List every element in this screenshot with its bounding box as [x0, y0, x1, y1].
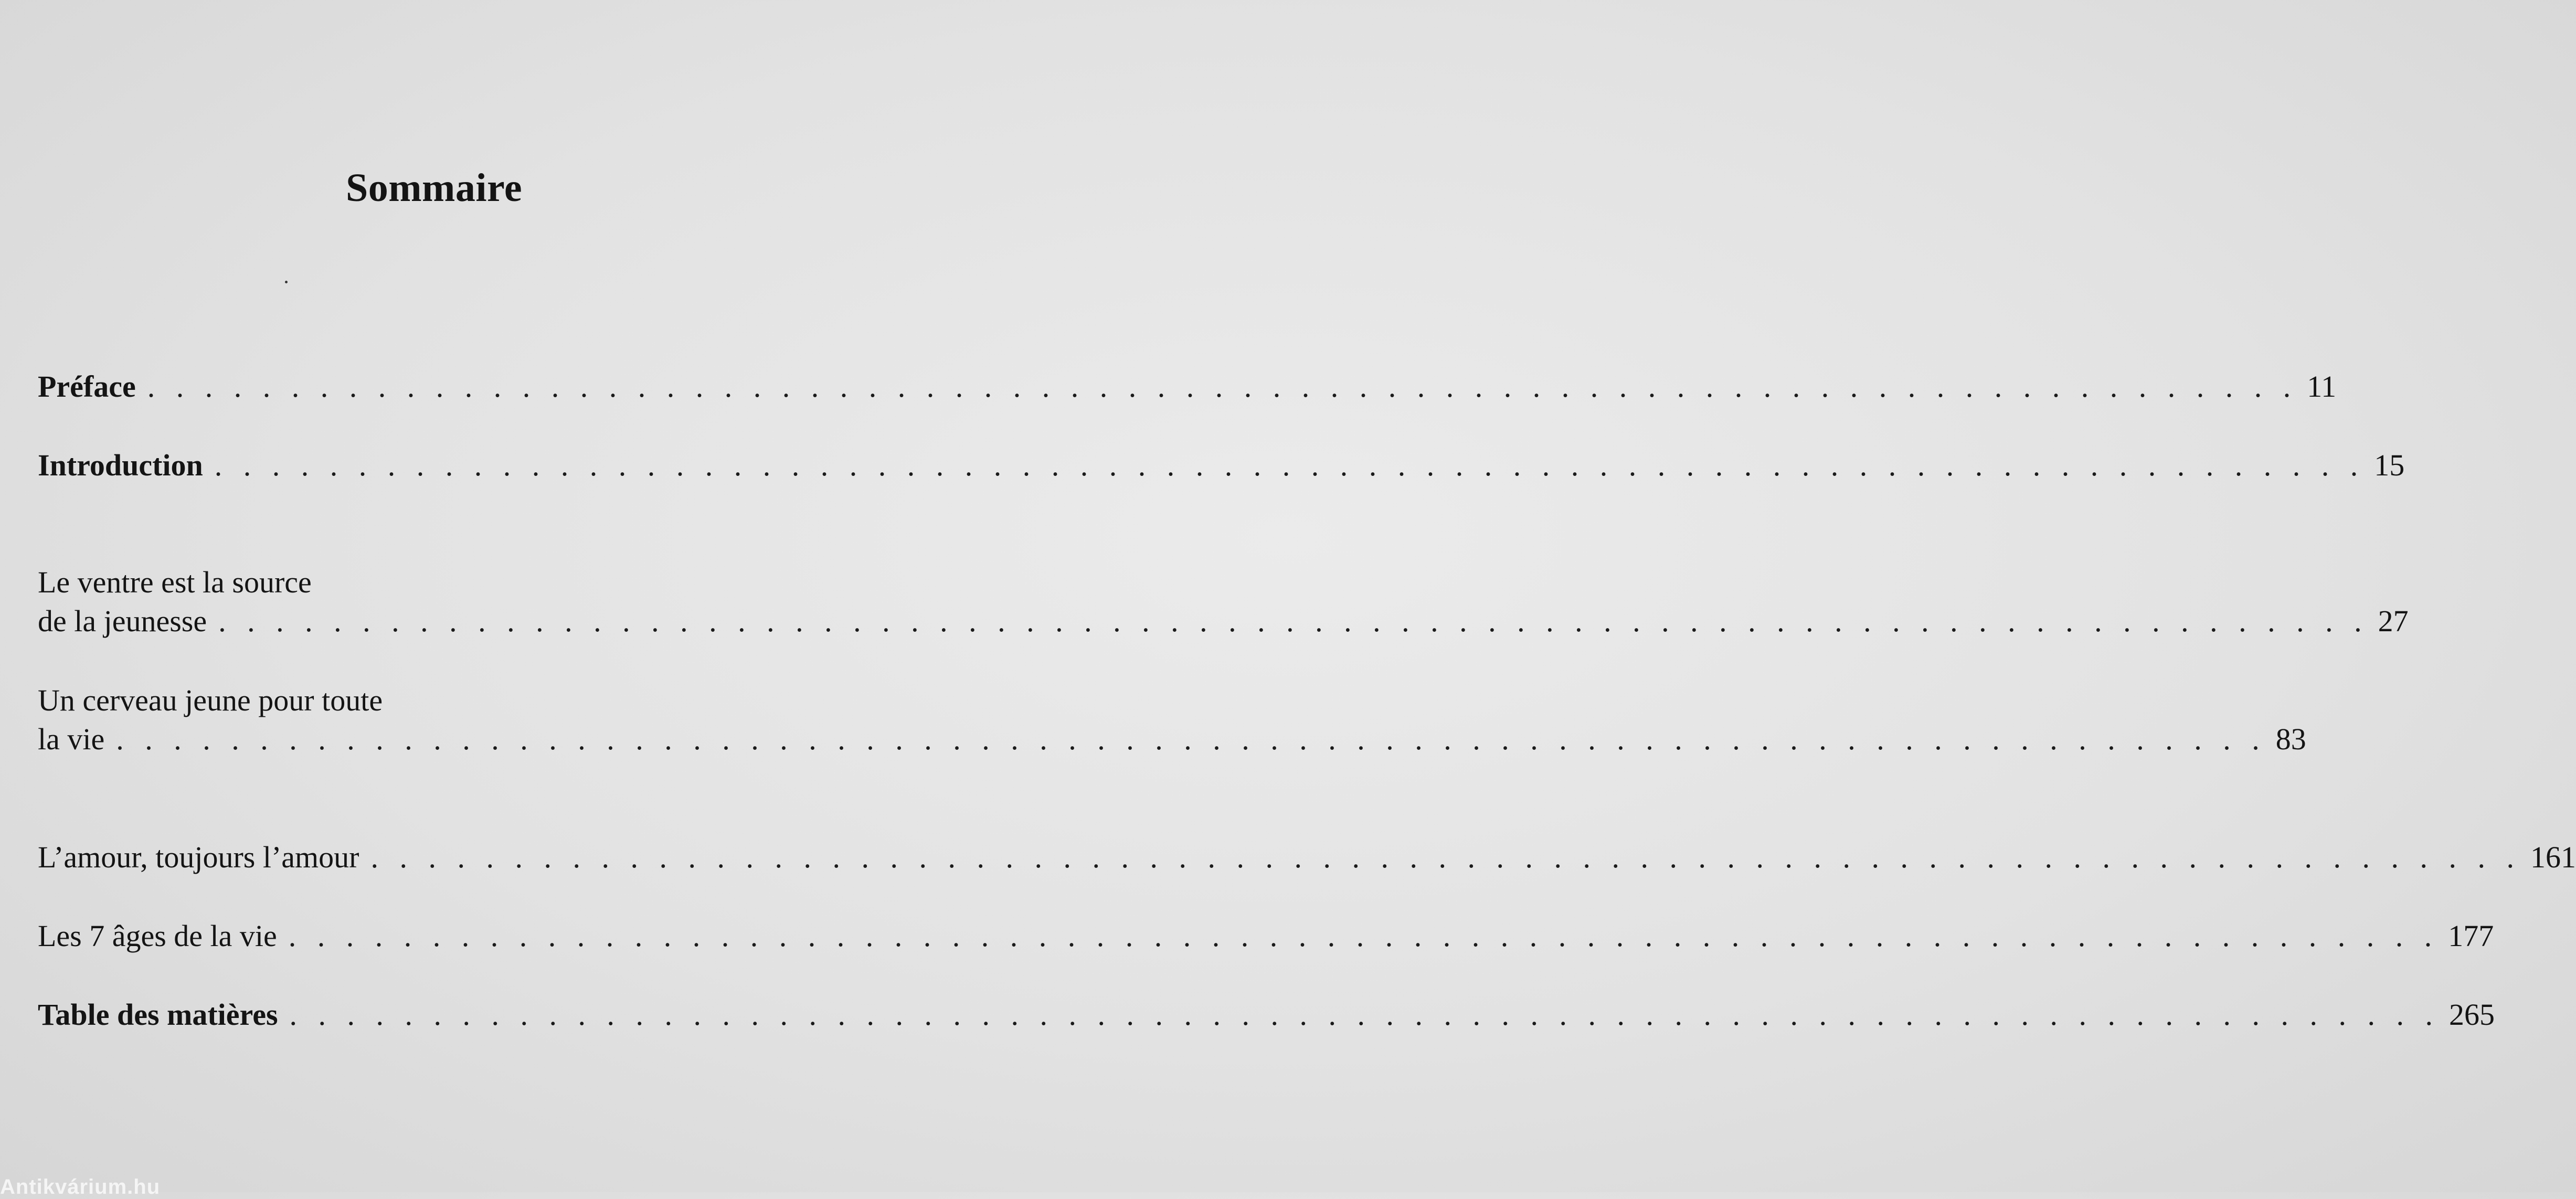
dot-leader: . . . . . . . . . . . . . . . . . . . . . . . . . . . . . . . . . . . . . . . . . . . . . . . . . . . . . . . . . . . . . . . . . . . . . . . . . . .: [370, 840, 2521, 874]
toc-page-number: 27: [2378, 604, 2409, 638]
dot-leader: . . . . . . . . . . . . . . . . . . . . . . . . . . . . . . . . . . . . . . . . . . . . . . . . . . . . . . . . . . . . . . . . . . . . . . . . . . .: [214, 448, 2365, 482]
dot-leader: . . . . . . . . . . . . . . . . . . . . . . . . . . . . . . . . . . . . . . . . . . . . . . . . . . . . . . . . . . . . . . . . . . . . . . . . . . .: [288, 919, 2439, 953]
toc-entry-title: Table des matières: [38, 998, 278, 1032]
toc-entry-title: Préface: [38, 369, 136, 404]
toc-entry-title: Les 7 âges de la vie: [38, 919, 277, 953]
dot-leader: . . . . . . . . . . . . . . . . . . . . . . . . . . . . . . . . . . . . . . . . . . . . . . . . . . . . . . . . . . . . . . . . . . . . . . . . . . .: [147, 369, 2298, 404]
page-title: Sommaire: [345, 166, 523, 210]
toc-page-number: 177: [2448, 919, 2494, 953]
watermark: Antikvárium.hu: [0, 1175, 161, 1198]
toc-entry-title-line-1: Un cerveau jeune pour toute: [38, 683, 383, 717]
toc-entry-table-des-matieres: [38, 995, 2495, 1034]
toc-entry-chapter-2: [38, 681, 2306, 759]
dot-leader: . . . . . . . . . . . . . . . . . . . . . . . . . . . . . . . . . . . . . . . . . . . . . . . . . . . . . . . . . . . . . . . . . . . . . . . . . . .: [289, 998, 2440, 1032]
toc-entry-title-line-2: de la jeunesse: [38, 604, 207, 638]
toc-entry-preface: [38, 367, 2337, 406]
toc-entry-title-line-2: la vie: [38, 722, 105, 756]
toc-page-number: 161: [2530, 840, 2576, 874]
toc-entry-chapter-4: [38, 917, 2494, 956]
toc-entry-title-line-1: Le ventre est la source: [38, 565, 312, 599]
toc-page-number: 83: [2275, 722, 2306, 756]
toc-page-number: 11: [2307, 369, 2337, 404]
toc-entry-chapter-3: [38, 838, 2576, 877]
ink-speck: [285, 281, 288, 283]
toc-entry-chapter-1: [38, 563, 2409, 641]
dot-leader: . . . . . . . . . . . . . . . . . . . . . . . . . . . . . . . . . . . . . . . . . . . . . . . . . . . . . . . . . . . . . . . . . . . . . . . . . . .: [116, 722, 2266, 756]
toc-entry-introduction: [38, 446, 2405, 485]
toc-page-number: 15: [2374, 448, 2405, 482]
toc-entry-title: L’amour, toujours l’amour: [38, 840, 359, 874]
toc-page-number: 265: [2449, 998, 2495, 1032]
dot-leader: . . . . . . . . . . . . . . . . . . . . . . . . . . . . . . . . . . . . . . . . . . . . . . . . . . . . . . . . . . . . . . . . . . . . . . . . . . .: [218, 604, 2369, 638]
toc-entry-title: Introduction: [38, 448, 203, 482]
